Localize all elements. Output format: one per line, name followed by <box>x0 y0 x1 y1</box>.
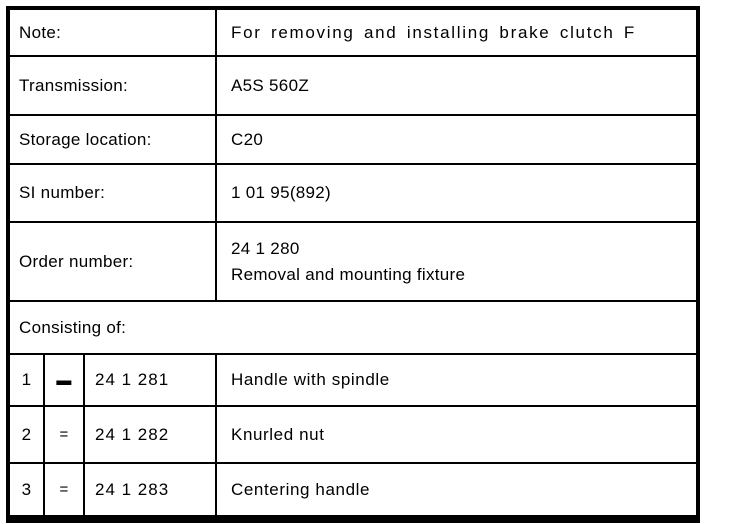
transmission-label: Transmission: <box>10 57 217 114</box>
part-2-description: Knurled nut <box>231 424 325 444</box>
part-row-3 <box>10 462 696 515</box>
si-number-value: 1 01 95(892) <box>231 183 332 202</box>
part-1-equals-symbol: ▬ <box>45 355 85 405</box>
row-order-number <box>10 221 696 300</box>
order-number-value <box>217 223 696 300</box>
note-label: Note: <box>10 10 217 55</box>
part-2-number: 24 1 282 <box>85 407 217 462</box>
part-1-num: 1 <box>10 355 45 405</box>
part-2-equals-symbol: = <box>45 407 85 462</box>
order-number-value-lines <box>231 236 465 288</box>
si-number-label: SI number: <box>10 165 217 221</box>
storage-location-label: Storage location: <box>10 116 217 163</box>
row-consisting-of <box>10 300 696 353</box>
part-row-1 <box>10 353 696 405</box>
part-3-description: Centering handle <box>231 479 371 499</box>
order-number-description: Removal and mounting fixture <box>231 264 466 284</box>
part-2-num: 2 <box>10 407 45 462</box>
order-number-code: 24 1 280 <box>231 238 300 258</box>
order-number-label: Order number: <box>10 223 217 300</box>
part-row-2 <box>10 405 696 462</box>
transmission-value: A5S 560Z <box>231 75 310 95</box>
row-storage-location <box>10 114 696 163</box>
row-transmission <box>10 55 696 114</box>
row-si-number <box>10 163 696 221</box>
row-note <box>10 10 696 55</box>
part-1-description: Handle with spindle <box>231 370 390 389</box>
part-1-number: 24 1 281 <box>85 355 217 405</box>
storage-location-value: C20 <box>231 129 264 149</box>
note-value: For removing and installing brake clutch F <box>231 22 636 42</box>
tool-spec-table <box>6 6 700 523</box>
part-3-equals-symbol: = <box>45 464 85 515</box>
part-3-number: 24 1 283 <box>85 464 217 515</box>
part-3-num: 3 <box>10 464 45 515</box>
consisting-of-header: Consisting of: <box>19 317 127 337</box>
